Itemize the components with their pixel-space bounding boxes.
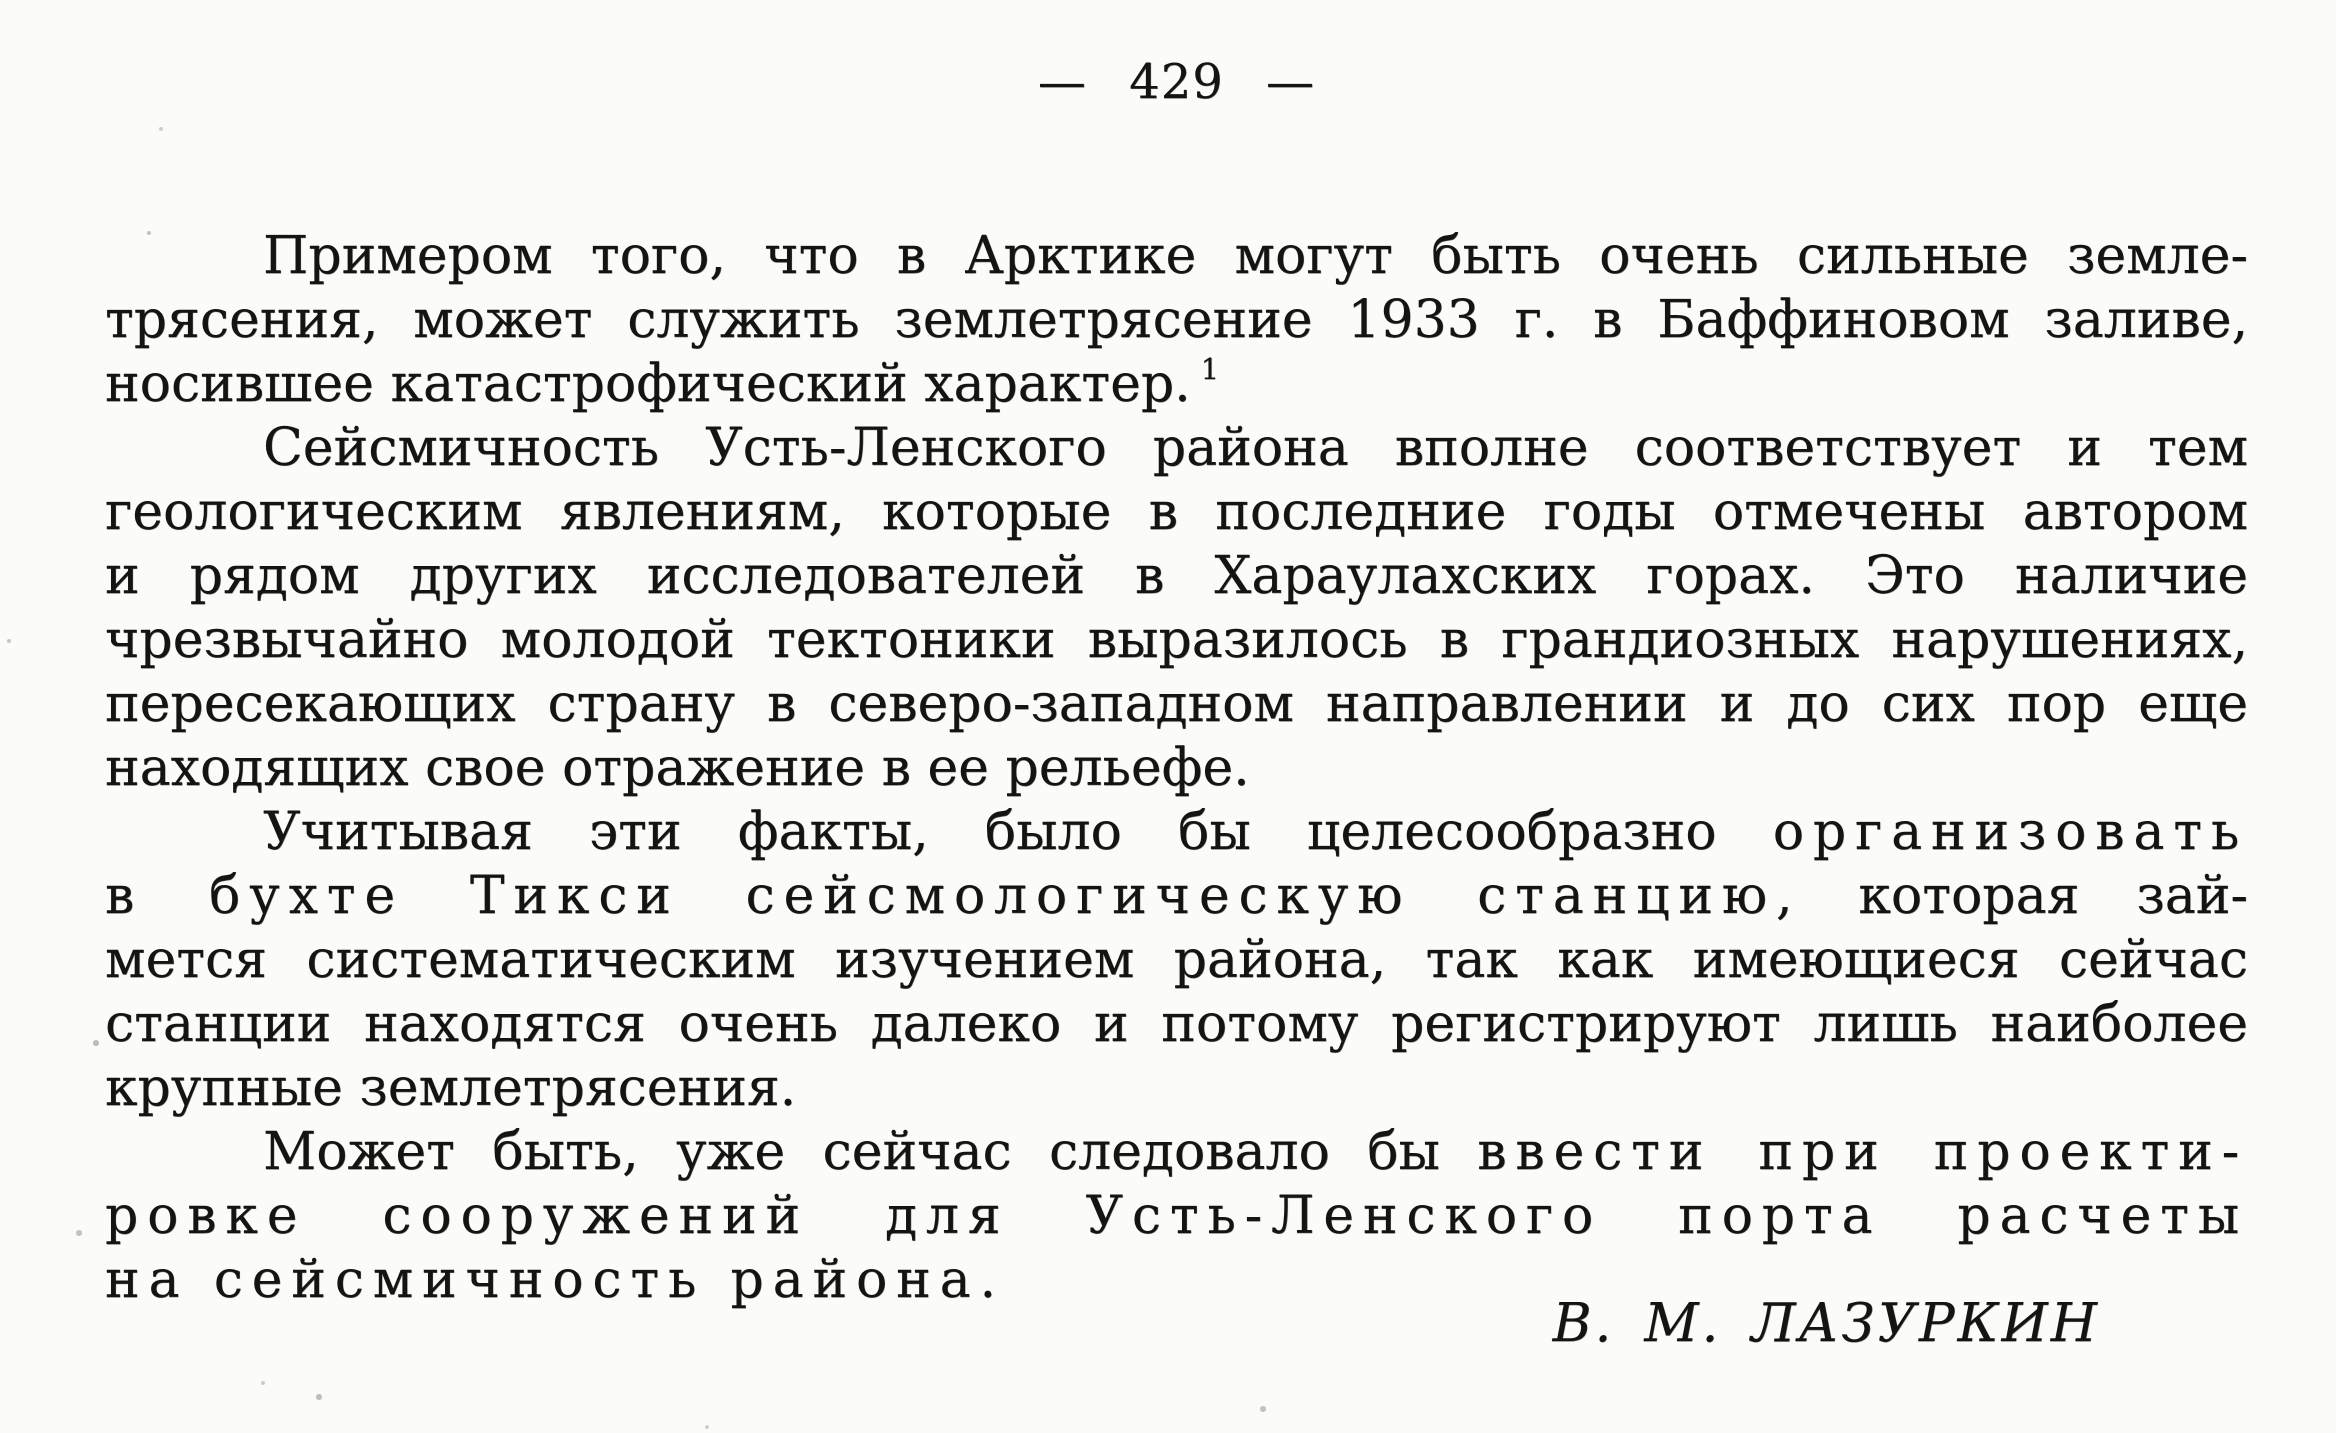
footnote-marker: 1 xyxy=(1200,352,1220,386)
text-line xyxy=(105,1056,2248,1120)
text-line xyxy=(105,608,2248,672)
emphasized-spaced-segment: на сейсмичность района. xyxy=(105,1250,1005,1310)
text-line xyxy=(105,1120,2248,1184)
emphasized-spaced-segment: ровке сооружений для Усть-Ленского порта расчеты xyxy=(105,1186,2248,1246)
emphasized-spaced-segment: организовать xyxy=(1772,802,2248,862)
text-segment: трясения, может служить землетрясение 1933 г. в Баффиновом заливе, xyxy=(105,290,2248,350)
text-segment: крупные землетрясения. xyxy=(105,1058,797,1118)
text-segment: пересекающих страну в северо-западном направлении и до сих пор еще xyxy=(105,674,2248,734)
text-segment: чрезвычайно молодой тектоники выразилось в грандиозных нарушениях, xyxy=(105,610,2248,670)
text-line xyxy=(105,288,2248,352)
page-number: — 429 — xyxy=(1037,54,1316,110)
text-line xyxy=(105,736,2248,800)
text-line xyxy=(105,480,2248,544)
text-segment: которая зай- xyxy=(1801,866,2249,926)
text-line xyxy=(105,352,2248,416)
emphasized-spaced-segment: в бухте Тикси сейсмологическую станцию, xyxy=(105,866,1802,926)
author-signature: В. М. ЛАЗУРКИН xyxy=(1552,1293,2100,1354)
text-segment: Может быть, уже сейчас следовало бы xyxy=(263,1122,1478,1182)
text-line xyxy=(105,544,2248,608)
text-segment: и рядом других исследователей в Хараулахских горах. Это наличие xyxy=(105,546,2248,606)
text-line xyxy=(105,224,2248,288)
text-block xyxy=(105,224,2248,1312)
text-segment: находящих свое отражение в ее рельефе. xyxy=(105,738,1250,798)
text-segment: мется систематическим изучением района, так как имеющиеся сейчас xyxy=(105,930,2248,990)
text-line xyxy=(105,928,2248,992)
text-segment: Сейсмичность Усть-Ленского района вполне соответствует и тем xyxy=(263,418,2248,478)
text-segment: геологическим явлениям, которые в последние годы отмечены автором xyxy=(105,482,2248,542)
text-line xyxy=(105,800,2248,864)
text-line xyxy=(105,864,2248,928)
scan-artifacts xyxy=(0,0,2,2)
text-line xyxy=(105,672,2248,736)
text-line xyxy=(105,1184,2248,1248)
text-segment: Примером того, что в Арктике могут быть очень сильные земле- xyxy=(263,226,2248,286)
text-line xyxy=(105,992,2248,1056)
text-segment: Учитывая эти факты, было бы целесообразно xyxy=(263,802,1773,862)
emphasized-spaced-segment: ввести при проекти- xyxy=(1477,1122,2248,1182)
text-line xyxy=(105,416,2248,480)
text-segment: станции находятся очень далеко и потому регистрируют лишь наиболее xyxy=(105,994,2248,1054)
text-segment: носившее катастрофический характер. xyxy=(105,354,1191,414)
